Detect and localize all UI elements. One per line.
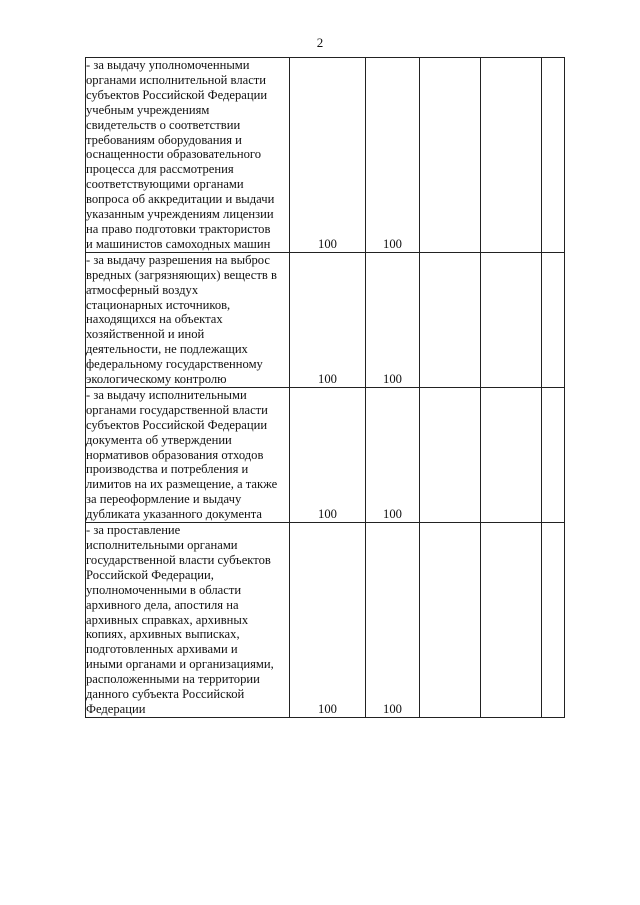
fee-value-cell bbox=[290, 58, 366, 253]
fee-description-line: органами государственной власти bbox=[86, 402, 268, 417]
table-row bbox=[86, 58, 565, 253]
fee-description-line: на право подготовки трактористов bbox=[86, 221, 271, 236]
empty-cell bbox=[420, 387, 481, 522]
fee-description-line: Федерации bbox=[86, 701, 146, 716]
fee-value-cell bbox=[290, 523, 366, 718]
fee-description-line: государственной власти субъектов bbox=[86, 552, 271, 567]
empty-cell bbox=[542, 252, 565, 387]
table-row bbox=[86, 523, 565, 718]
fee-value-cell bbox=[366, 58, 420, 253]
empty-cell bbox=[542, 58, 565, 253]
fee-description-line: архивных справках, архивных bbox=[86, 612, 249, 627]
fee-description-line: субъектов Российской Федерации bbox=[86, 417, 268, 432]
empty-cell bbox=[542, 523, 565, 718]
fee-description-cell bbox=[86, 58, 290, 253]
empty-cell bbox=[481, 523, 542, 718]
fee-description-line: деятельности, не подлежащих bbox=[86, 342, 248, 357]
fee-description-line: уполномоченными в области bbox=[86, 582, 242, 597]
empty-cell bbox=[420, 523, 481, 718]
table-row bbox=[86, 387, 565, 522]
fee-description-line: иными органами и организациями, bbox=[86, 657, 274, 672]
fee-value-cell bbox=[290, 252, 366, 387]
fee-value-cell bbox=[290, 387, 366, 522]
fee-description-line: исполнительными органами bbox=[86, 538, 238, 552]
fee-description-line: расположенными на территории bbox=[86, 672, 260, 687]
fee-description-line: - за выдачу исполнительными bbox=[86, 387, 247, 402]
fee-description-line: нормативов образования отходов bbox=[86, 447, 264, 462]
fee-description-line: указанным учреждениям лицензии bbox=[86, 207, 274, 222]
fee-description-line: подготовленных архивами и bbox=[86, 642, 238, 657]
fee-value: 100 bbox=[383, 371, 402, 386]
fee-description-line: лимитов на их размещение, а также bbox=[86, 477, 278, 492]
fee-description-line: стационарных источников, bbox=[86, 297, 231, 312]
fee-value: 100 bbox=[383, 236, 402, 251]
fee-value: 100 bbox=[318, 701, 337, 716]
fee-description-line: хозяйственной и иной bbox=[86, 327, 205, 342]
fee-description-line: вопроса об аккредитации и выдачи bbox=[86, 192, 275, 207]
fee-value: 100 bbox=[318, 507, 337, 522]
fee-description-line: соответствующими органами bbox=[86, 177, 244, 192]
fee-description-cell bbox=[86, 387, 290, 522]
fee-description-line: свидетельств о соответствии bbox=[86, 117, 241, 132]
fee-description-line: вредных (загрязняющих) веществ в bbox=[86, 267, 277, 282]
page-number: 2 bbox=[316, 35, 324, 50]
fee-description-line: атмосферный воздух bbox=[86, 282, 199, 297]
fee-description-line: - за выдачу уполномоченными bbox=[86, 58, 250, 72]
empty-cell bbox=[481, 58, 542, 253]
empty-cell bbox=[481, 387, 542, 522]
fee-description-line: Российской Федерации, bbox=[86, 567, 214, 582]
fee-description-line: копиях, архивных выписках, bbox=[86, 627, 240, 642]
fee-description-line: за переоформление и выдачу bbox=[86, 492, 242, 507]
fee-description-line: субъектов Российской Федерации bbox=[86, 87, 268, 102]
fee-value-cell bbox=[366, 387, 420, 522]
empty-cell bbox=[542, 387, 565, 522]
fee-description-line: - за проставление bbox=[86, 523, 181, 538]
fee-description-line: требованиям оборудования и bbox=[86, 132, 242, 147]
fee-value-cell bbox=[366, 523, 420, 718]
fee-description-line: учебным учреждениям bbox=[86, 102, 210, 117]
table-row bbox=[86, 252, 565, 387]
fee-value: 100 bbox=[318, 371, 337, 386]
fee-description-line: производства и потребления и bbox=[86, 462, 249, 477]
fee-description-line: находящихся на объектах bbox=[86, 312, 223, 327]
fee-description-cell bbox=[86, 523, 290, 718]
fee-description-line: данного субъекта Российской bbox=[86, 687, 245, 702]
fee-value: 100 bbox=[318, 236, 337, 251]
fee-description-line: - за выдачу разрешения на выброс bbox=[86, 252, 270, 267]
empty-cell bbox=[420, 252, 481, 387]
fee-description-line: и машинистов самоходных машин bbox=[86, 236, 271, 251]
fee-description-line: архивного дела, апостиля на bbox=[86, 597, 239, 612]
fee-table-body bbox=[86, 58, 565, 718]
fee-description-line: дубликата указанного документа bbox=[86, 507, 263, 522]
fee-value: 100 bbox=[383, 701, 402, 716]
fee-description-line: органами исполнительной власти bbox=[86, 72, 267, 87]
fee-table bbox=[85, 57, 565, 718]
fee-description-cell bbox=[86, 252, 290, 387]
fee-value-cell bbox=[366, 252, 420, 387]
fee-description-line: оснащенности образовательного bbox=[86, 147, 262, 162]
fee-description-line: процесса для рассмотрения bbox=[86, 162, 234, 177]
fee-description-line: документа об утверждении bbox=[86, 432, 232, 447]
empty-cell bbox=[420, 58, 481, 253]
fee-description-line: федеральному государственному bbox=[86, 357, 263, 372]
fee-description-line: экологическому контролю bbox=[86, 372, 227, 387]
empty-cell bbox=[481, 252, 542, 387]
fee-value: 100 bbox=[383, 507, 402, 522]
